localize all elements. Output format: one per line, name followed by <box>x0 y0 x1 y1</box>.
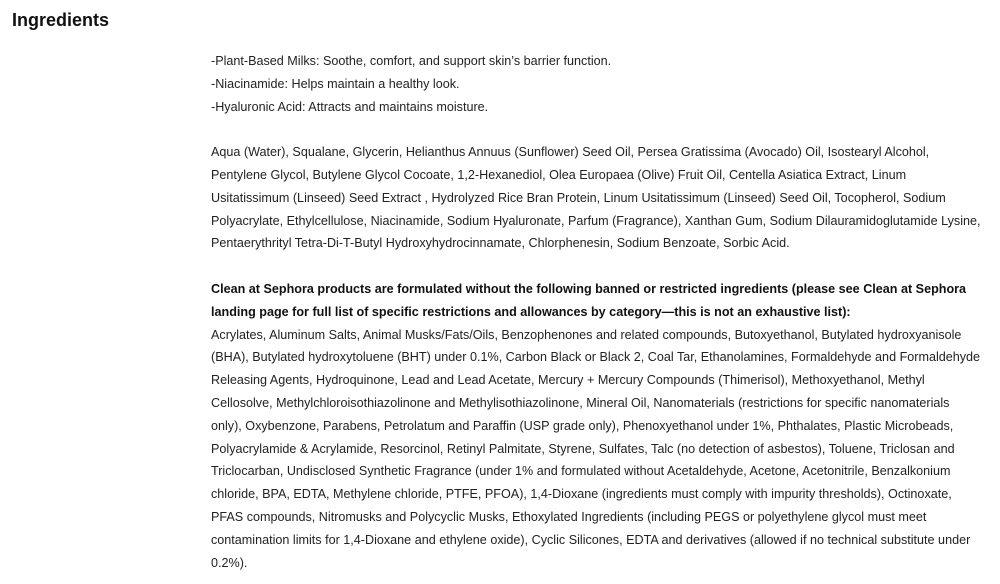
ingredients-content <box>211 50 981 574</box>
key-ingredients-list <box>211 50 981 118</box>
benefit-plant-based-milks: -Plant-Based Milks: Soothe, comfort, and support skin’s barrier function. <box>211 54 612 68</box>
restricted-ingredients-list: Acrylates, Aluminum Salts, Animal Musks/Fats/Oils, Benzophenones and related compounds, Butoxyethanol, Butylated hydroxyanisole (BHA), Butylated hydroxytoluene (BHT) under 0.1%, Carbon Black or Black 2, Coal Tar, Ethanolamines, Formaldehyde and Formaldehyde Releasing Agents, Hydroquinone, Lead and Lead Acetate, Mercury + Mercury Compounds (Thimerisol), Methoxyethanol, Methyl Cellosolve, Methylchloroisothiazolinone and Methylisothiazolinone, Mineral Oil, Nanomaterials (restrictions for specific nanomaterials only), Oxybenzone, Parabens, Petrolatum and Paraffin (USP grade only), Phenoxyethanol under 1%, Phthalates, Plastic Microbeads, Polyacrylamide & Acrylamide, Resorcinol, Retinyl Palmitate, Styrene, Sulfates, Talc (no detection of asbestos), Toluene, Triclosan and Triclocarban, Undisclosed Synthetic Fragrance (under 1% and formulated without Acetaldehyde, Acetone, Acetonitrile, Benzalkonium chloride, BPA, EDTA, Methylene chloride, PTFE, PFOA), 1,4-Dioxane (ingredients must comply with impurity thresholds), Octinoxate, PFAS compounds, Nitromusks and Polycyclic Musks, Ethoxylated Ingredients (including PEGS or polyethylene glycol must meet contamination limits for 1,4-Dioxane and ethylene oxide), Cyclic Silicones, EDTA and derivatives (allowed if no technical substitute under 0.2%). <box>211 327 981 570</box>
benefit-hyaluronic-acid: -Hyaluronic Acid: Attracts and maintains moisture. <box>211 99 489 114</box>
ingredients-heading: Ingredients <box>12 10 110 30</box>
benefit-niacinamide: -Niacinamide: Helps maintain a healthy look. <box>211 76 460 91</box>
clean-at-sephora-heading: Clean at Sephora products are formulated without the following banned or restricted ingredients (please see Clean at Sephora landing page for full list of specific restrictions and allowances by category—this is not an exhaustive list): <box>211 281 967 319</box>
clean-at-sephora-notice <box>211 278 981 574</box>
full-ingredient-list: Aqua (Water), Squalane, Glycerin, Helianthus Annuus (Sunflower) Seed Oil, Persea Gratissima (Avocado) Oil, Isostearyl Alcohol, Pentylene Glycol, Butylene Glycol Cocoate, 1,2-Hexanediol, Olea Europaea (Olive) Fruit Oil, Centella Asiatica Extract, Linum Usitatissimum (Linseed) Seed Extract , Hydrolyzed Rice Bran Protein, Linum Usitatissimum (Linseed) Seed Oil, Tocopherol, Sodium Polyacrylate, Ethylcellulose, Niacinamide, Sodium Hyaluronate, Parfum (Fragrance), Xanthan Gum, Sodium Dilauramidoglutamide Lysine, Pentaerythrityl Tetra-Di-T-Butyl Hydroxyhydrocinnamate, Chlorphenesin, Sodium Benzoate, Sorbic Acid. <box>211 145 981 251</box>
